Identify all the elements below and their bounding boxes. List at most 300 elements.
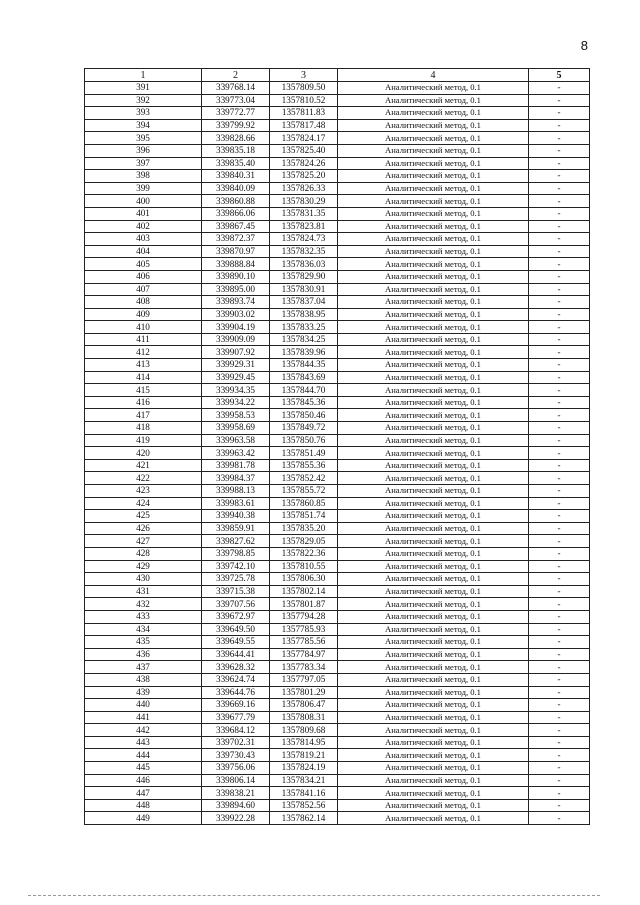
description-cell: - (529, 296, 590, 309)
description-cell: - (529, 787, 590, 800)
point-number-cell: 434 (85, 623, 202, 636)
table-row (85, 245, 590, 258)
point-number-cell: 441 (85, 711, 202, 724)
description-cell: - (529, 447, 590, 460)
description-cell: - (529, 711, 590, 724)
x-coordinate-cell: 339669.16 (202, 699, 270, 712)
table-row (85, 283, 590, 296)
description-cell: - (529, 585, 590, 598)
point-number-cell: 392 (85, 94, 202, 107)
point-number-cell: 444 (85, 749, 202, 762)
x-coordinate-cell: 339798.85 (202, 547, 270, 560)
point-number-cell: 446 (85, 774, 202, 787)
description-cell: - (529, 522, 590, 535)
description-cell: - (529, 623, 590, 636)
y-coordinate-cell: 1357783.34 (270, 661, 338, 674)
point-number-cell: 399 (85, 182, 202, 195)
point-number-cell: 398 (85, 170, 202, 183)
x-coordinate-cell: 339772.77 (202, 107, 270, 120)
table-row (85, 472, 590, 485)
point-number-cell: 431 (85, 585, 202, 598)
x-coordinate-cell: 339940.38 (202, 510, 270, 523)
method-cell: Аналитический метод, 0.1 (338, 308, 529, 321)
point-number-cell: 405 (85, 258, 202, 271)
description-cell: - (529, 170, 590, 183)
x-coordinate-cell: 339707.56 (202, 598, 270, 611)
x-coordinate-cell: 339988.13 (202, 485, 270, 498)
point-number-cell: 404 (85, 245, 202, 258)
description-cell: - (529, 610, 590, 623)
x-coordinate-cell: 339644.76 (202, 686, 270, 699)
method-cell: Аналитический метод, 0.1 (338, 296, 529, 309)
y-coordinate-cell: 1357836.03 (270, 258, 338, 271)
y-coordinate-cell: 1357806.47 (270, 699, 338, 712)
description-cell: - (529, 472, 590, 485)
y-coordinate-cell: 1357852.42 (270, 472, 338, 485)
table-row (85, 359, 590, 372)
point-number-cell: 418 (85, 422, 202, 435)
x-coordinate-cell: 339860.88 (202, 195, 270, 208)
table-row (85, 422, 590, 435)
x-coordinate-cell: 339958.69 (202, 422, 270, 435)
method-cell: Аналитический метод, 0.1 (338, 547, 529, 560)
y-coordinate-cell: 1357822.36 (270, 547, 338, 560)
description-cell: - (529, 636, 590, 649)
table-row (85, 510, 590, 523)
y-coordinate-cell: 1357785.93 (270, 623, 338, 636)
y-coordinate-cell: 1357862.14 (270, 812, 338, 825)
x-coordinate-cell: 339870.97 (202, 245, 270, 258)
method-cell: Аналитический метод, 0.1 (338, 447, 529, 460)
table-row (85, 497, 590, 510)
method-cell: Аналитический метод, 0.1 (338, 258, 529, 271)
point-number-cell: 442 (85, 724, 202, 737)
method-cell: Аналитический метод, 0.1 (338, 736, 529, 749)
y-coordinate-cell: 1357837.04 (270, 296, 338, 309)
method-cell: Аналитический метод, 0.1 (338, 648, 529, 661)
point-number-cell: 448 (85, 799, 202, 812)
table-row (85, 560, 590, 573)
x-coordinate-cell: 339981.78 (202, 459, 270, 472)
point-number-cell: 396 (85, 144, 202, 157)
x-coordinate-cell: 339840.09 (202, 182, 270, 195)
y-coordinate-cell: 1357825.40 (270, 144, 338, 157)
description-cell: - (529, 485, 590, 498)
method-cell: Аналитический метод, 0.1 (338, 686, 529, 699)
table-row (85, 535, 590, 548)
method-cell: Аналитический метод, 0.1 (338, 170, 529, 183)
table-row (85, 547, 590, 560)
y-coordinate-cell: 1357794.28 (270, 610, 338, 623)
point-number-cell: 439 (85, 686, 202, 699)
description-cell: - (529, 119, 590, 132)
point-number-cell: 420 (85, 447, 202, 460)
method-cell: Аналитический метод, 0.1 (338, 560, 529, 573)
x-coordinate-cell: 339890.10 (202, 270, 270, 283)
method-cell: Аналитический метод, 0.1 (338, 371, 529, 384)
point-number-cell: 416 (85, 396, 202, 409)
x-coordinate-cell: 339929.31 (202, 359, 270, 372)
y-coordinate-cell: 1357833.25 (270, 321, 338, 334)
point-number-cell: 429 (85, 560, 202, 573)
table-row (85, 144, 590, 157)
method-cell: Аналитический метод, 0.1 (338, 522, 529, 535)
point-number-cell: 449 (85, 812, 202, 825)
method-cell: Аналитический метод, 0.1 (338, 459, 529, 472)
y-coordinate-cell: 1357850.46 (270, 409, 338, 422)
footer-divider (28, 895, 600, 896)
description-cell: - (529, 308, 590, 321)
point-number-cell: 424 (85, 497, 202, 510)
point-number-cell: 447 (85, 787, 202, 800)
description-cell: - (529, 535, 590, 548)
method-cell: Аналитический метод, 0.1 (338, 409, 529, 422)
x-coordinate-cell: 339835.18 (202, 144, 270, 157)
header-y-coordinate: 3 (270, 69, 338, 82)
method-cell: Аналитический метод, 0.1 (338, 749, 529, 762)
x-coordinate-cell: 339742.10 (202, 560, 270, 573)
method-cell: Аналитический метод, 0.1 (338, 207, 529, 220)
point-number-cell: 422 (85, 472, 202, 485)
table-row (85, 195, 590, 208)
point-number-cell: 415 (85, 384, 202, 397)
point-number-cell: 394 (85, 119, 202, 132)
point-number-cell: 435 (85, 636, 202, 649)
method-cell: Аналитический метод, 0.1 (338, 610, 529, 623)
description-cell: - (529, 371, 590, 384)
description-cell: - (529, 648, 590, 661)
table-row (85, 207, 590, 220)
x-coordinate-cell: 339859.91 (202, 522, 270, 535)
description-cell: - (529, 346, 590, 359)
y-coordinate-cell: 1357797.05 (270, 673, 338, 686)
x-coordinate-cell: 339909.09 (202, 333, 270, 346)
x-coordinate-cell: 339677.79 (202, 711, 270, 724)
point-number-cell: 438 (85, 673, 202, 686)
description-cell: - (529, 661, 590, 674)
table-row (85, 270, 590, 283)
table-row (85, 661, 590, 674)
header-x-coordinate: 2 (202, 69, 270, 82)
point-number-cell: 407 (85, 283, 202, 296)
point-number-cell: 408 (85, 296, 202, 309)
table-row (85, 94, 590, 107)
table-row (85, 396, 590, 409)
table-row (85, 636, 590, 649)
point-number-cell: 410 (85, 321, 202, 334)
description-cell: - (529, 598, 590, 611)
y-coordinate-cell: 1357808.31 (270, 711, 338, 724)
point-number-cell: 425 (85, 510, 202, 523)
description-cell: - (529, 560, 590, 573)
y-coordinate-cell: 1357825.20 (270, 170, 338, 183)
description-cell: - (529, 195, 590, 208)
table-row (85, 610, 590, 623)
table-row (85, 736, 590, 749)
point-number-cell: 400 (85, 195, 202, 208)
y-coordinate-cell: 1357844.70 (270, 384, 338, 397)
table-row (85, 170, 590, 183)
y-coordinate-cell: 1357824.17 (270, 132, 338, 145)
x-coordinate-cell: 339756.06 (202, 762, 270, 775)
table-row (85, 598, 590, 611)
point-number-cell: 419 (85, 434, 202, 447)
table-row (85, 522, 590, 535)
method-cell: Аналитический метод, 0.1 (338, 724, 529, 737)
method-cell: Аналитический метод, 0.1 (338, 535, 529, 548)
description-cell: - (529, 258, 590, 271)
x-coordinate-cell: 339922.28 (202, 812, 270, 825)
x-coordinate-cell: 339806.14 (202, 774, 270, 787)
x-coordinate-cell: 339649.55 (202, 636, 270, 649)
method-cell: Аналитический метод, 0.1 (338, 510, 529, 523)
description-cell: - (529, 434, 590, 447)
y-coordinate-cell: 1357855.36 (270, 459, 338, 472)
table-header-row (85, 69, 590, 82)
description-cell: - (529, 207, 590, 220)
point-number-cell: 445 (85, 762, 202, 775)
y-coordinate-cell: 1357809.50 (270, 82, 338, 95)
point-number-cell: 411 (85, 333, 202, 346)
method-cell: Аналитический метод, 0.1 (338, 195, 529, 208)
description-cell: - (529, 321, 590, 334)
method-cell: Аналитический метод, 0.1 (338, 774, 529, 787)
y-coordinate-cell: 1357829.05 (270, 535, 338, 548)
x-coordinate-cell: 339828.66 (202, 132, 270, 145)
method-cell: Аналитический метод, 0.1 (338, 233, 529, 246)
point-number-cell: 443 (85, 736, 202, 749)
x-coordinate-cell: 339840.31 (202, 170, 270, 183)
point-number-cell: 401 (85, 207, 202, 220)
table-row (85, 648, 590, 661)
point-number-cell: 406 (85, 270, 202, 283)
x-coordinate-cell: 339628.32 (202, 661, 270, 674)
y-coordinate-cell: 1357841.16 (270, 787, 338, 800)
table-row (85, 258, 590, 271)
y-coordinate-cell: 1357801.29 (270, 686, 338, 699)
description-cell: - (529, 359, 590, 372)
x-coordinate-cell: 339934.22 (202, 396, 270, 409)
table-row (85, 409, 590, 422)
point-number-cell: 395 (85, 132, 202, 145)
y-coordinate-cell: 1357834.25 (270, 333, 338, 346)
description-cell: - (529, 749, 590, 762)
description-cell: - (529, 573, 590, 586)
table-body (85, 82, 590, 825)
method-cell: Аналитический метод, 0.1 (338, 799, 529, 812)
x-coordinate-cell: 339958.53 (202, 409, 270, 422)
method-cell: Аналитический метод, 0.1 (338, 384, 529, 397)
method-cell: Аналитический метод, 0.1 (338, 472, 529, 485)
method-cell: Аналитический метод, 0.1 (338, 82, 529, 95)
method-cell: Аналитический метод, 0.1 (338, 422, 529, 435)
method-cell: Аналитический метод, 0.1 (338, 699, 529, 712)
y-coordinate-cell: 1357832.35 (270, 245, 338, 258)
method-cell: Аналитический метод, 0.1 (338, 333, 529, 346)
x-coordinate-cell: 339684.12 (202, 724, 270, 737)
point-number-cell: 428 (85, 547, 202, 560)
table-row (85, 434, 590, 447)
table-row (85, 585, 590, 598)
point-number-cell: 391 (85, 82, 202, 95)
point-number-cell: 414 (85, 371, 202, 384)
table-row (85, 673, 590, 686)
table-row (85, 371, 590, 384)
description-cell: - (529, 812, 590, 825)
table-row (85, 220, 590, 233)
point-number-cell: 402 (85, 220, 202, 233)
point-number-cell: 397 (85, 157, 202, 170)
point-number-cell: 403 (85, 233, 202, 246)
y-coordinate-cell: 1357801.87 (270, 598, 338, 611)
table-row (85, 774, 590, 787)
method-cell: Аналитический метод, 0.1 (338, 132, 529, 145)
point-number-cell: 421 (85, 459, 202, 472)
method-cell: Аналитический метод, 0.1 (338, 270, 529, 283)
description-cell: - (529, 107, 590, 120)
table-row (85, 485, 590, 498)
x-coordinate-cell: 339672.97 (202, 610, 270, 623)
y-coordinate-cell: 1357824.26 (270, 157, 338, 170)
point-number-cell: 440 (85, 699, 202, 712)
coordinates-table (84, 68, 590, 825)
y-coordinate-cell: 1357806.30 (270, 573, 338, 586)
table-row (85, 308, 590, 321)
description-cell: - (529, 82, 590, 95)
x-coordinate-cell: 339984.37 (202, 472, 270, 485)
description-cell: - (529, 396, 590, 409)
table-row (85, 447, 590, 460)
x-coordinate-cell: 339907.92 (202, 346, 270, 359)
description-cell: - (529, 384, 590, 397)
table-row (85, 157, 590, 170)
x-coordinate-cell: 339866.06 (202, 207, 270, 220)
description-cell: - (529, 132, 590, 145)
method-cell: Аналитический метод, 0.1 (338, 623, 529, 636)
point-number-cell: 436 (85, 648, 202, 661)
description-cell: - (529, 699, 590, 712)
method-cell: Аналитический метод, 0.1 (338, 485, 529, 498)
y-coordinate-cell: 1357830.29 (270, 195, 338, 208)
description-cell: - (529, 510, 590, 523)
method-cell: Аналитический метод, 0.1 (338, 598, 529, 611)
description-cell: - (529, 157, 590, 170)
table-row (85, 787, 590, 800)
x-coordinate-cell: 339649.50 (202, 623, 270, 636)
description-cell: - (529, 673, 590, 686)
description-cell: - (529, 799, 590, 812)
method-cell: Аналитический метод, 0.1 (338, 107, 529, 120)
point-number-cell: 409 (85, 308, 202, 321)
y-coordinate-cell: 1357823.81 (270, 220, 338, 233)
description-cell: - (529, 182, 590, 195)
x-coordinate-cell: 339644.41 (202, 648, 270, 661)
y-coordinate-cell: 1357839.96 (270, 346, 338, 359)
point-number-cell: 433 (85, 610, 202, 623)
method-cell: Аналитический метод, 0.1 (338, 94, 529, 107)
description-cell: - (529, 762, 590, 775)
table-row (85, 296, 590, 309)
page-number: 8 (580, 38, 588, 53)
description-cell: - (529, 724, 590, 737)
description-cell: - (529, 245, 590, 258)
y-coordinate-cell: 1357850.76 (270, 434, 338, 447)
method-cell: Аналитический метод, 0.1 (338, 636, 529, 649)
description-cell: - (529, 774, 590, 787)
header-point-number: 1 (85, 69, 202, 82)
method-cell: Аналитический метод, 0.1 (338, 434, 529, 447)
description-cell: - (529, 94, 590, 107)
y-coordinate-cell: 1357785.56 (270, 636, 338, 649)
table-row (85, 182, 590, 195)
y-coordinate-cell: 1357830.91 (270, 283, 338, 296)
x-coordinate-cell: 339730.43 (202, 749, 270, 762)
description-cell: - (529, 270, 590, 283)
method-cell: Аналитический метод, 0.1 (338, 359, 529, 372)
description-cell: - (529, 144, 590, 157)
x-coordinate-cell: 339838.21 (202, 787, 270, 800)
point-number-cell: 393 (85, 107, 202, 120)
point-number-cell: 427 (85, 535, 202, 548)
method-cell: Аналитический метод, 0.1 (338, 220, 529, 233)
header-method: 4 (338, 69, 529, 82)
x-coordinate-cell: 339963.42 (202, 447, 270, 460)
point-number-cell: 423 (85, 485, 202, 498)
x-coordinate-cell: 339934.35 (202, 384, 270, 397)
table-row (85, 132, 590, 145)
y-coordinate-cell: 1357814.95 (270, 736, 338, 749)
method-cell: Аналитический метод, 0.1 (338, 182, 529, 195)
x-coordinate-cell: 339624.74 (202, 673, 270, 686)
x-coordinate-cell: 339904.19 (202, 321, 270, 334)
y-coordinate-cell: 1357824.73 (270, 233, 338, 246)
method-cell: Аналитический метод, 0.1 (338, 245, 529, 258)
method-cell: Аналитический метод, 0.1 (338, 321, 529, 334)
x-coordinate-cell: 339715.38 (202, 585, 270, 598)
table-row (85, 321, 590, 334)
method-cell: Аналитический метод, 0.1 (338, 497, 529, 510)
y-coordinate-cell: 1357844.35 (270, 359, 338, 372)
point-number-cell: 426 (85, 522, 202, 535)
description-cell: - (529, 220, 590, 233)
method-cell: Аналитический метод, 0.1 (338, 157, 529, 170)
y-coordinate-cell: 1357811.83 (270, 107, 338, 120)
table-row (85, 762, 590, 775)
x-coordinate-cell: 339963.58 (202, 434, 270, 447)
table-row (85, 711, 590, 724)
point-number-cell: 412 (85, 346, 202, 359)
y-coordinate-cell: 1357851.49 (270, 447, 338, 460)
description-cell: - (529, 497, 590, 510)
x-coordinate-cell: 339827.62 (202, 535, 270, 548)
x-coordinate-cell: 339725.78 (202, 573, 270, 586)
y-coordinate-cell: 1357810.52 (270, 94, 338, 107)
point-number-cell: 432 (85, 598, 202, 611)
y-coordinate-cell: 1357784.97 (270, 648, 338, 661)
point-number-cell: 417 (85, 409, 202, 422)
method-cell: Аналитический метод, 0.1 (338, 283, 529, 296)
x-coordinate-cell: 339888.84 (202, 258, 270, 271)
y-coordinate-cell: 1357835.20 (270, 522, 338, 535)
y-coordinate-cell: 1357831.35 (270, 207, 338, 220)
y-coordinate-cell: 1357851.74 (270, 510, 338, 523)
table-row (85, 346, 590, 359)
table-row (85, 82, 590, 95)
y-coordinate-cell: 1357826.33 (270, 182, 338, 195)
method-cell: Аналитический метод, 0.1 (338, 144, 529, 157)
y-coordinate-cell: 1357824.19 (270, 762, 338, 775)
x-coordinate-cell: 339773.04 (202, 94, 270, 107)
